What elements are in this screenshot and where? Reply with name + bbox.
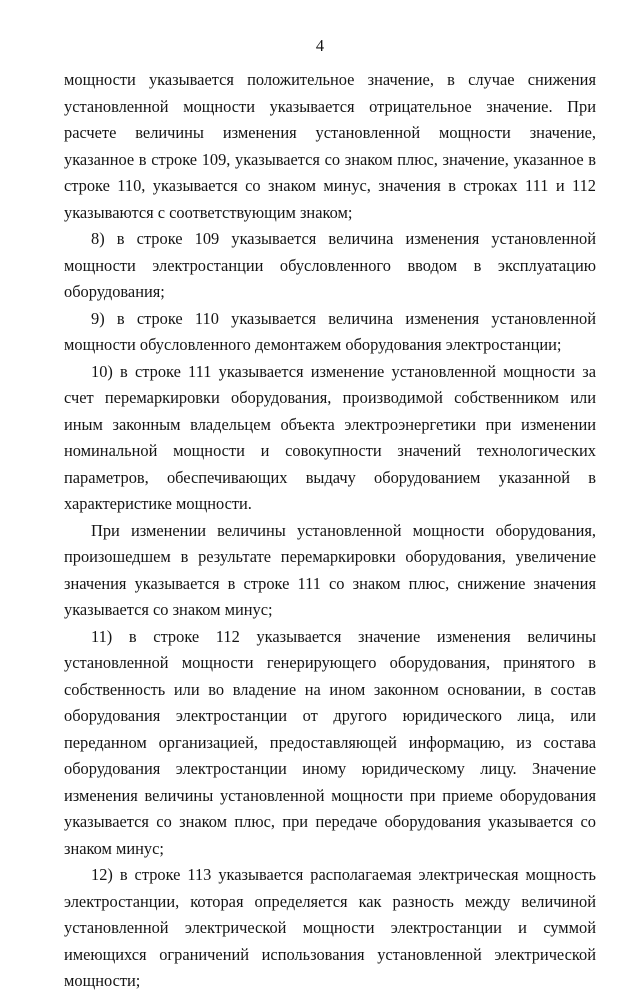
page-number: 4: [315, 36, 325, 55]
paragraph-item-10: 10) в строке 111 указывается изменение установленной мощности за счет перемаркировки оборудования, производимой собственником или иным законным владельцем объекта электроэнергетики при изменении номинальной мощности и совокупности значений технологических параметров, обеспечивающих выдачу оборудованием указанной в характеристике мощности.: [64, 361, 596, 513]
paragraph-remarking-note: При изменении величины установленной мощности оборудования, произошедшем в результате перемаркировки оборудования, увеличение значения указывается в строке 111 со знаком плюс, снижение значения указывается со знаком минус;: [64, 520, 596, 619]
paragraph-item-12: 12) в строке 113 указывается располагаемая электрическая мощность электростанции, которая определяется как разность между величиной установленной электрической мощности электростанции и суммой имеющихся ограничений использования установленной электрической мощности;: [64, 865, 596, 990]
paragraph-continuation: мощности указывается положительное значение, в случае снижения установленной мощности указывается отрицательное значение. При расчете величины изменения установленной мощности значение, указанное в строке 109, указывается со знаком плюс, значение, указанное в строке 110, указывается со знаком минус, значения в строках 111 и 112 указываются с соответствующим знаком;: [64, 70, 596, 222]
paragraph-item-8: 8) в строке 109 указывается величина изменения установленной мощности электростанции обусловленного вводом в эксплуатацию оборудования;: [64, 229, 596, 301]
body-text: [64, 67, 596, 995]
paragraph-item-9: 9) в строке 110 указывается величина изменения установленной мощности обусловленного демонтажем оборудования электростанции;: [64, 308, 596, 354]
paragraph-item-11: 11) в строке 112 указывается значение изменения величины установленной мощности генерирующего оборудования, принятого в собственность или во владение на ином законном основании, в состав оборудования электростанции от другого юридического лица, или переданном организацией, предоставляющей информацию, из состава оборудования электростанции иному юридическому лицу. Значение изменения величины установленной мощности при приеме оборудования указывается со знаком плюс, при передаче оборудования указывается со знаком минус;: [64, 626, 596, 858]
